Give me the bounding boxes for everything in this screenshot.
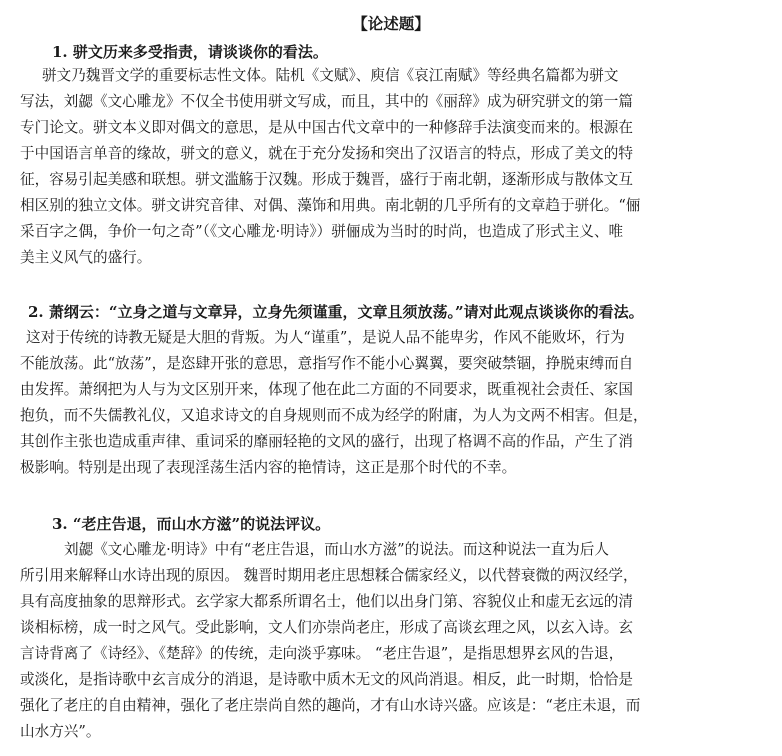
section-title: 【论述题】	[352, 14, 430, 33]
q1-line-8: 美主义风气的盛行。	[20, 249, 152, 266]
q2-line-6: 极影响。特别是出现了表现淫荡生活内容的艳情诗，这正是那个时代的不幸。	[20, 459, 517, 476]
q3-line-1: 刘勰《文心雕龙·明诗》中有“老庄告退，而山水方滋”的说法。而这种说法一直为后人	[64, 541, 609, 558]
q3-line-8: 山水方兴”。	[20, 723, 101, 740]
q1-line-4: 于中国语言单音的缘故，骈文的意义，就在于充分发扬和突出了汉语言的特点，形成了美文的特	[20, 145, 633, 162]
q3-line-4: 谈相标榜，成一时之风气。受此影响，文人们亦崇尚老庄，形成了高谈玄理之风，以玄入诗。玄	[20, 619, 633, 636]
q1-line-3: 专门论文。骈文本义即对偶文的意思，是从中国古代文章中的一种修辞手法演变而来的。根源在	[20, 119, 633, 136]
q2-line-5: 其创作主张也造成重声律、重词采的靡丽轻艳的文风的盛行，出现了格调不高的作品，产生了消	[20, 433, 633, 450]
q3-line-3: 具有高度抽象的思辩形式。玄学家大都系所谓名士，他们以出身门第、容貌仪止和虚无玄远的清	[20, 593, 633, 610]
q1-line-2: 写法，刘勰《文心雕龙》不仅全书使用骈文写成，而且，其中的《丽辞》成为研究骈文的第一篇	[20, 93, 633, 110]
q2-line-3: 由发挥。萧纲把为人与为文区别开来，体现了他在此二方面的不同要求，既重视社会责任、家国	[20, 381, 633, 398]
q1-line-1: 骈文乃魏晋文学的重要标志性文体。陆机《文赋》、庾信《哀江南赋》等经典名篇都为骈文	[42, 67, 619, 84]
q1-line-5: 征，容易引起美感和联想。骈文滥觞于汉魏。形成于魏晋，盛行于南北朝，逐渐形成与散体文互	[20, 171, 633, 188]
q3-line-6: 或淡化，是指诗歌中玄言成分的消退，是诗歌中质木无文的风尚消退。相反，此一时期，恰恰是	[20, 671, 633, 688]
question-2-title: 2. 萧纲云：“立身之道与文章异，立身先须谨重，文章且须放荡。”请对此观点谈谈你的看法。	[28, 303, 644, 321]
q1-line-7: 采百字之偶，争价一句之奇”（《文心雕龙·明诗》）骈俪成为当时的时尚，也造成了形式主义、唯	[20, 223, 624, 240]
q3-line-2: 所引用来解释山水诗出现的原因。 魏晋时期用老庄思想糅合儒家经义，以代替衰微的两汉经学，	[20, 567, 638, 584]
q2-line-4: 抱负，而不失儒教礼仪，又追求诗文的自身规则而不成为经学的附庸，为人为文两不相害。但是，	[20, 407, 648, 424]
q3-line-7: 强化了老庄的自由精神，强化了老庄崇尚自然的趣尚，才有山水诗兴盛。应该是：“老庄未退，而	[20, 697, 641, 714]
question-3-title: 3. “老庄告退，而山水方滋”的说法评议。	[52, 515, 331, 533]
question-1-title: 1. 骈文历来多受指责，请谈谈你的看法。	[52, 43, 328, 61]
q1-line-6: 相区别的独立文体。骈文讲究音律、对偶、藻饰和用典。南北朝的几乎所有的文章趋于骈化。“俪	[20, 197, 641, 214]
q3-line-5: 言诗背离了《诗经》、《楚辞》的传统，走向淡乎寡味。 “老庄告退”，是指思想界玄风的告退，	[20, 645, 624, 662]
q2-line-2: 不能放荡。此“放荡”，是恣肆开张的意思，意指写作不能小心翼翼，要突破禁锢，挣脱束缚而自	[20, 355, 634, 372]
q2-line-1: 这对于传统的诗教无疑是大胆的背叛。为人“谨重”，是说人品不能卑劣，作风不能败坏，行为	[26, 329, 625, 346]
